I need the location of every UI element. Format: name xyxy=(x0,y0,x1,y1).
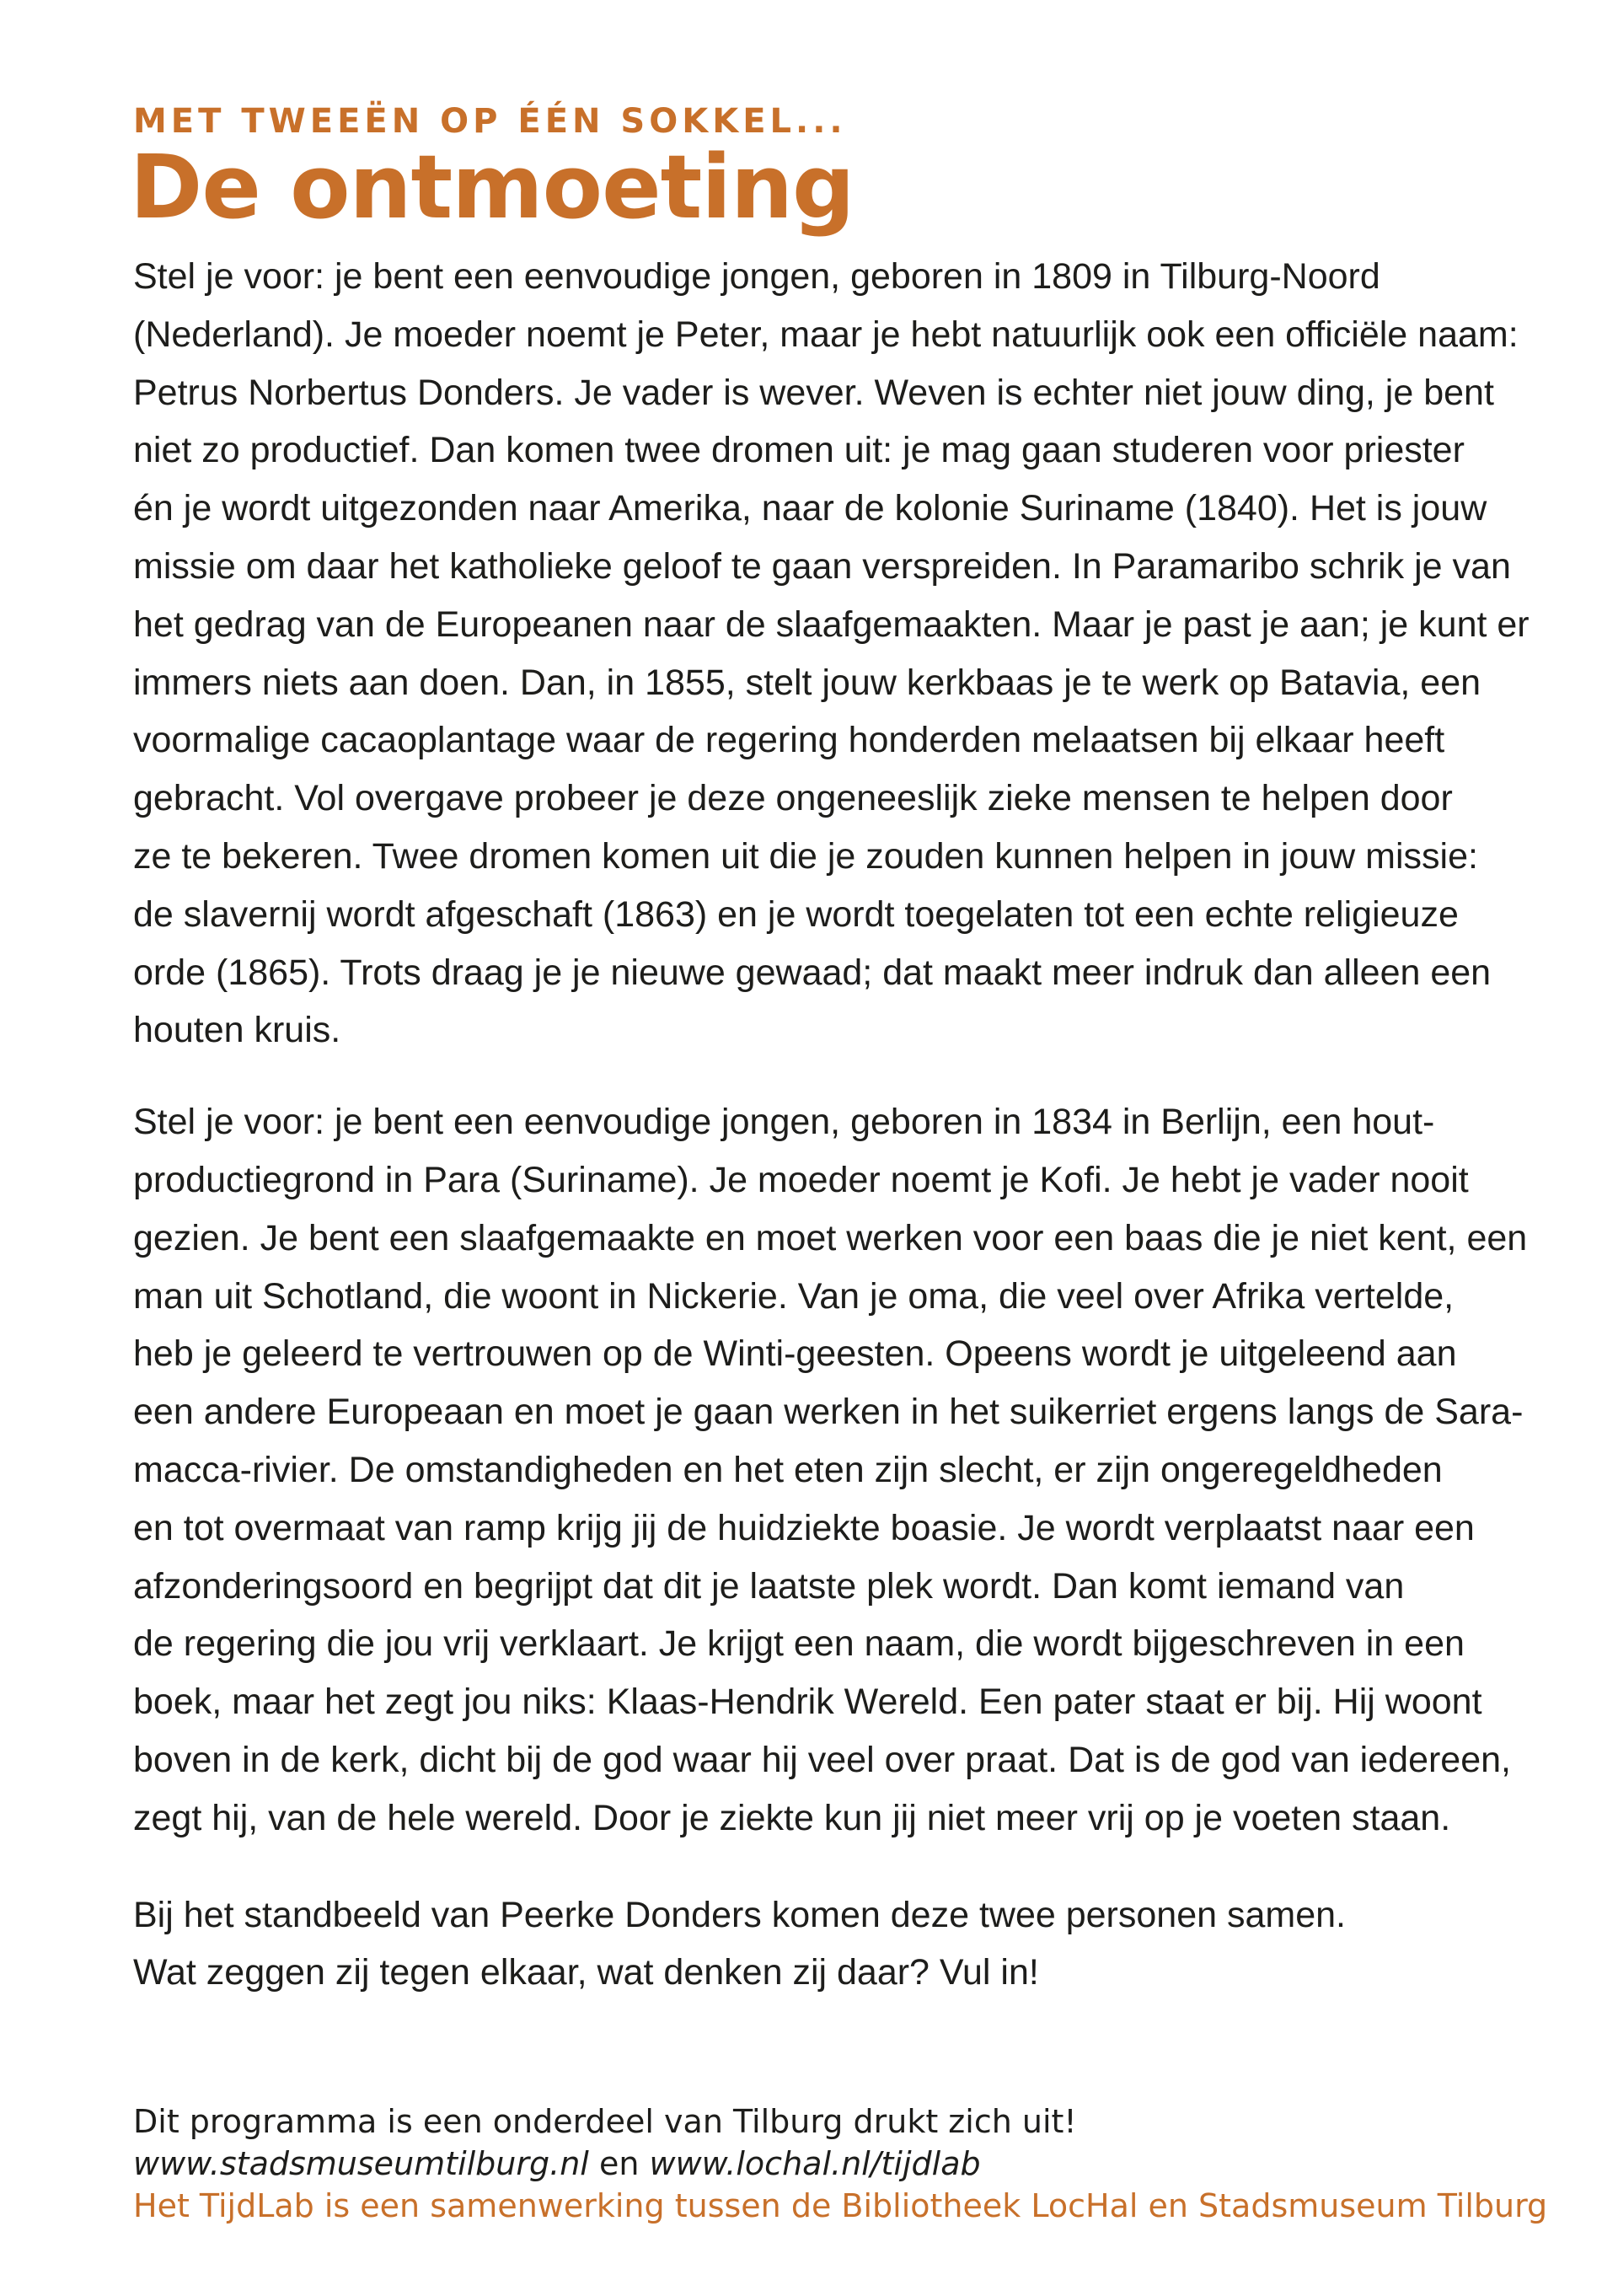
paragraph-line: niet zo productief. Dan komen twee dromen uit: je mag gaan studeren voor priester xyxy=(133,430,1465,471)
paragraph-line: het gedrag van de Europeanen naar de slaafgemaakten. Maar je past je aan; je kunt er xyxy=(133,604,1530,645)
paragraph-kofi xyxy=(133,1093,1528,1847)
content-column xyxy=(130,101,1530,2002)
paragraph-line: Stel je voor: je bent een eenvoudige jongen, geboren in 1809 in Tilburg-Noord xyxy=(133,256,1380,297)
footer-program-note: Dit programma is een onderdeel van Tilburg drukt zich uit! xyxy=(133,2103,1077,2140)
paragraph-spacer xyxy=(133,1059,1515,1093)
paragraph-peter xyxy=(133,248,1530,1059)
paragraph-line: een andere Europeaan en moet je gaan werken in het suikerriet ergens langs de Sara- xyxy=(133,1392,1524,1433)
paragraph-line: man uit Schotland, die woont in Nickerie. Van je oma, die veel over Afrika vertelde, xyxy=(133,1275,1455,1317)
link-lochal-tijdlab[interactable]: www.lochal.nl/tijdlab xyxy=(649,2145,981,2182)
page-title: De ontmoeting xyxy=(130,136,855,239)
paragraph-line: zegt hij, van de hele wereld. Door je ziekte kun jij niet meer vrij op je voeten staan. xyxy=(133,1797,1451,1838)
paragraph-line: (Nederland). Je moeder noemt je Peter, maar je hebt natuurlijk ook een officiële naam: xyxy=(133,314,1519,355)
paragraph-line: immers niets aan doen. Dan, in 1855, stelt jouw kerkbaas je te werk op Batavia, een xyxy=(133,662,1481,703)
paragraph-line: Stel je voor: je bent een eenvoudige jongen, geboren in 1834 in Berlijn, een hout- xyxy=(133,1102,1435,1143)
footer-partnership-note: Het TijdLab is een samenwerking tussen de Bibliotheek LocHal en Stadsmuseum Tilburg xyxy=(133,2187,1548,2224)
paragraph-line: productiegrond in Para (Suriname). Je moeder noemt je Kofi. Je hebt je vader nooit xyxy=(133,1159,1469,1200)
paragraph-spacer xyxy=(133,1848,1515,1886)
paragraph-line: Wat zeggen zij tegen elkaar, wat denken zij daar? Vul in! xyxy=(133,1952,1039,1993)
paragraph-line: ze te bekeren. Twee dromen komen uit die je zouden kunnen helpen in jouw missie: xyxy=(133,835,1478,877)
footer xyxy=(133,2100,1566,2227)
paragraph-line: gebracht. Vol overgave probeer je deze ongeneeslijk zieke mensen te helpen door xyxy=(133,778,1453,819)
paragraph-line: gezien. Je bent een slaafgemaakte en moet werken voor een baas die je niet kent, een xyxy=(133,1217,1528,1258)
paragraph-line: heb je geleerd te vertrouwen op de Winti-geesten. Opeens wordt je uitgeleend aan xyxy=(133,1333,1457,1375)
paragraph-line: de slavernij wordt afgeschaft (1863) en je wordt toegelaten tot een echte religieuze xyxy=(133,893,1459,935)
paragraph-line: missie om daar het katholieke geloof te gaan verspreiden. In Paramaribo schrik je van xyxy=(133,545,1511,587)
footer-connector: en xyxy=(588,2145,650,2182)
paragraph-line: macca-rivier. De omstandigheden en het eten zijn slecht, er zijn ongeregeldheden xyxy=(133,1449,1443,1490)
paragraph-line: Bij het standbeeld van Peerke Donders komen deze twee personen samen. xyxy=(133,1894,1346,1935)
paragraph-line: houten kruis. xyxy=(133,1010,341,1051)
footer-links xyxy=(133,2143,1566,2185)
paragraph-line: voormalige cacaoplantage waar de regering honderden melaatsen bij elkaar heeft xyxy=(133,720,1445,761)
kicker-heading: MET TWEEËN OP ÉÉN SOKKEL... xyxy=(133,102,847,141)
paragraph-line: en tot overmaat van ramp krijg jij de huidziekte boasie. Je wordt verplaatst naar een xyxy=(133,1507,1475,1548)
link-stadsmuseum[interactable]: www.stadsmuseumtilburg.nl xyxy=(133,2145,589,2182)
paragraph-line: de regering die jou vrij verklaart. Je krijgt een naam, die wordt bijgeschreven in een xyxy=(133,1623,1465,1665)
paragraph-line: boven in de kerk, dicht bij de god waar hij veel over praat. Dat is de god van iedereen, xyxy=(133,1739,1511,1780)
paragraph-line: afzonderingsoord en begrijpt dat dit je laatste plek wordt. Dan komt iemand van xyxy=(133,1565,1405,1607)
paragraph-line: Petrus Norbertus Donders. Je vader is wever. Weven is echter niet jouw ding, je bent xyxy=(133,372,1494,413)
paragraph-line: boek, maar het zegt jou niks: Klaas-Hendrik Wereld. Een pater staat er bij. Hij woont xyxy=(133,1682,1482,1723)
paragraph-line: orde (1865). Trots draag je je nieuwe gewaad; dat maakt meer indruk dan alleen een xyxy=(133,952,1492,993)
paragraph-prompt xyxy=(133,1886,1515,2003)
paragraph-line: én je wordt uitgezonden naar Amerika, naar de kolonie Suriname (1840). Het is jouw xyxy=(133,488,1487,529)
